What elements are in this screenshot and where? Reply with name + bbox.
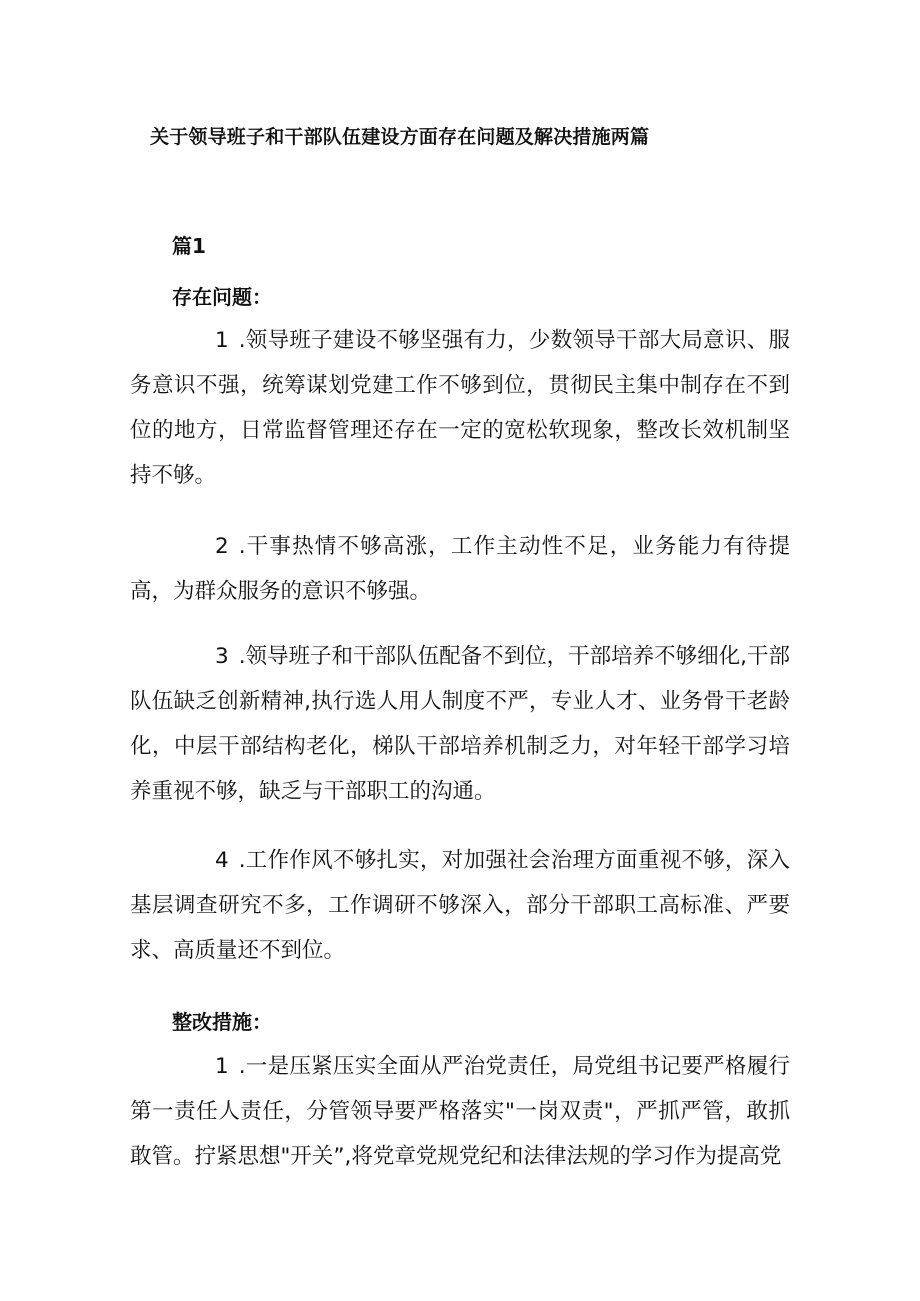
measure-item-1	[130, 1044, 790, 1179]
problem-item-2	[130, 524, 790, 614]
problem-item-text: .干事热情不够高涨，工作主动性不足，业务能力有待提高，为群众服务的意识不够强。	[130, 534, 790, 604]
document-title: 关于领导班子和干部队伍建设方面存在问题及解决措施两篇	[150, 126, 650, 148]
problem-item-number: 4	[215, 848, 229, 873]
problem-item-3	[130, 634, 790, 814]
problem-item-1	[130, 318, 790, 498]
problem-item-number: 1	[215, 328, 229, 353]
problem-item-number: 2	[215, 534, 229, 559]
part-label: 篇1	[172, 234, 206, 258]
measures-heading: 整改措施：	[172, 1010, 272, 1034]
measure-item-number: 1	[215, 1054, 229, 1079]
problem-item-text: .领导班子和干部队伍配备不到位，干部培养不够细化,干部队伍缺乏创新精神,执行选人用人制度不严，专业人才、业务骨干老龄化，中层干部结构老化，梯队干部培养机制乏力，对年轻干部学习培养重视不够，缺乏与干部职工的沟通。	[130, 644, 790, 804]
problem-item-4	[130, 838, 790, 973]
problem-item-text: .工作作风不够扎实，对加强社会治理方面重视不够，深入基层调查研究不多，工作调研不够深入，部分干部职工高标准、严要求、高质量还不到位。	[130, 848, 790, 963]
problem-item-number: 3	[215, 644, 229, 669]
problem-item-text: .领导班子建设不够坚强有力，少数领导干部大局意识、服务意识不强，统筹谋划党建工作不够到位，贯彻民主集中制存在不到位的地方，日常监督管理还存在一定的宽松软现象，整改长效机制坚持不够。	[130, 328, 790, 488]
measure-item-text: .一是压紧压实全面从严治党责任，局党组书记要严格履行第一责任人责任，分管领导要严格落实"一岗双责"，严抓严管，敢抓敢管。拧紧思想"开关”,将党章党规党纪和法律法规的学习作为提高党	[130, 1054, 790, 1169]
problems-heading: 存在问题：	[172, 285, 272, 309]
